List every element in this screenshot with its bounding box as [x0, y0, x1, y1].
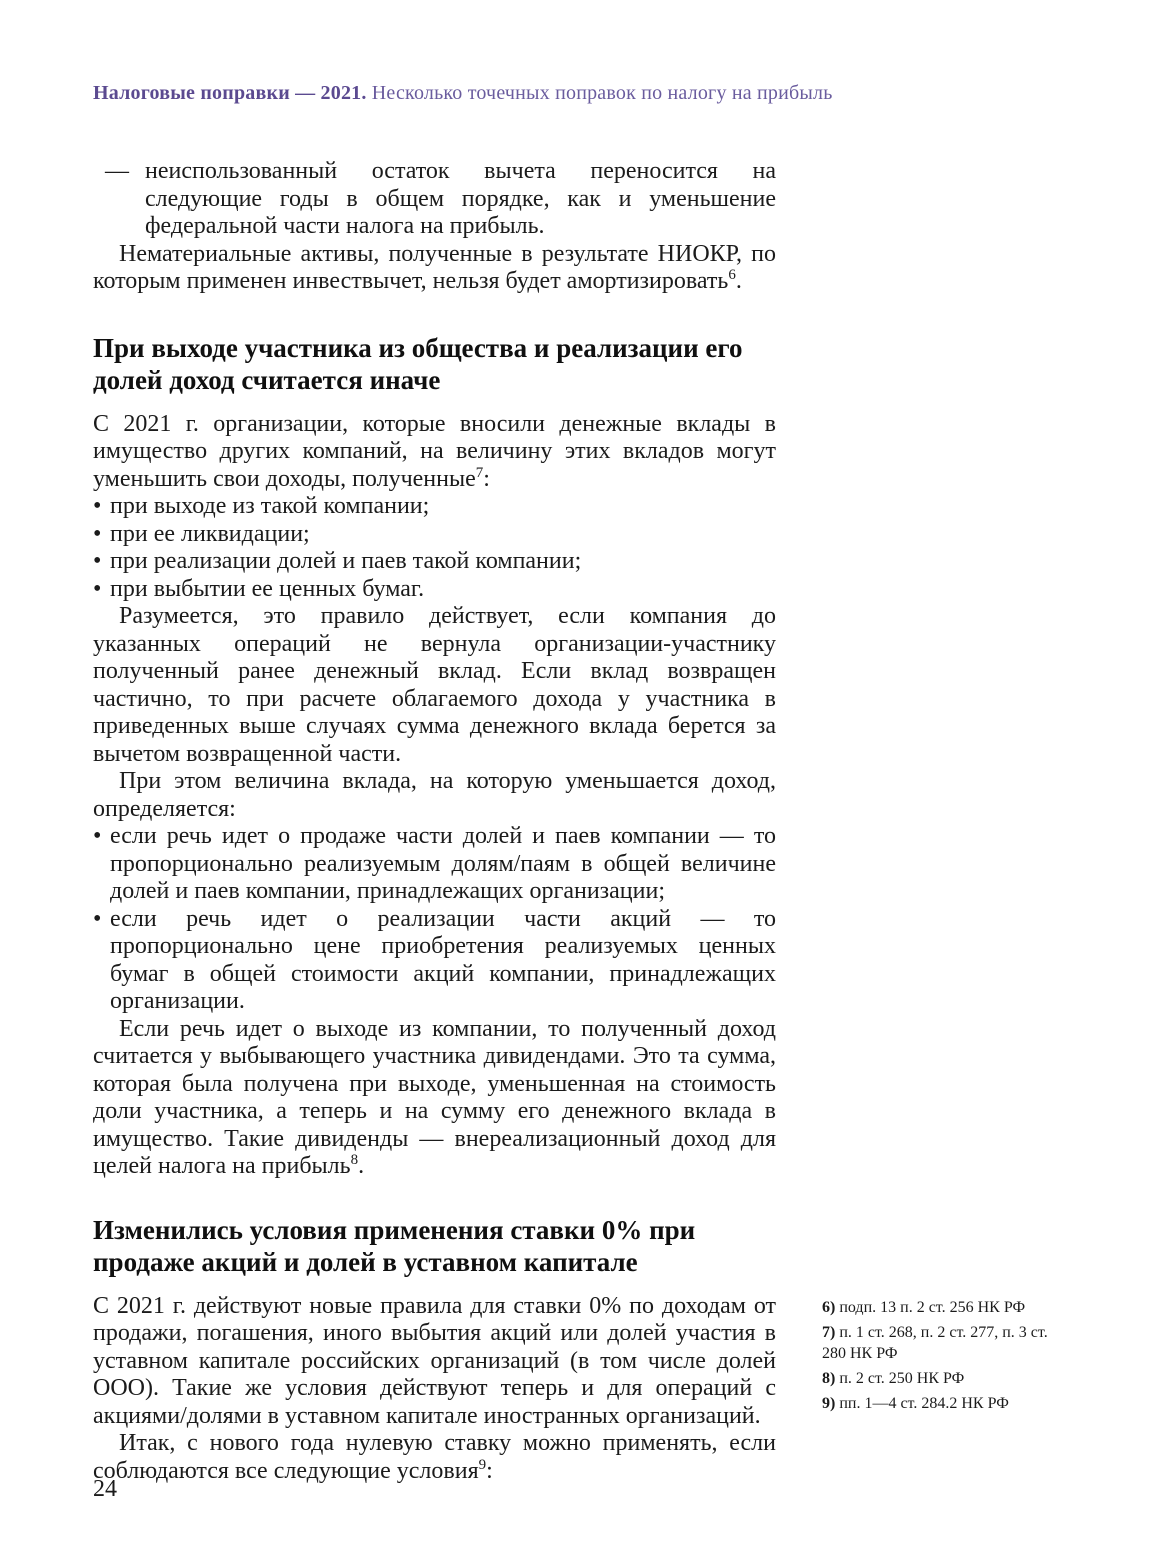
footnote-6-number: 6) [822, 1299, 836, 1316]
bullet-icon: • [93, 493, 102, 519]
section-heading-exit: При выходе участника из общества и реализации его долей доход считается иначе [93, 332, 743, 395]
footnote-8-number: 8) [822, 1370, 836, 1387]
list-item-text: если речь идет о продаже части долей и паев компании — то пропорционально реализуемым долям/паям в общей величине долей и паев компании, принадлежащих организации; [110, 823, 776, 904]
page-number: 24 [93, 1476, 117, 1502]
list-item [93, 906, 776, 1016]
footnote-8-text: п. 2 ст. 250 НК РФ [839, 1370, 965, 1387]
paragraph-value-defined: При этом величина вклада, на которую уменьшается доход, определяется: [93, 768, 776, 822]
footnote-6 [822, 1297, 1054, 1318]
list-item [93, 576, 776, 604]
list-item-text: при выбытии ее ценных бумаг. [110, 575, 425, 602]
paragraph-intangibles-tail: . [735, 268, 742, 294]
bullet-icon: • [93, 905, 102, 932]
paragraph-so-tail: : [486, 1457, 493, 1484]
list-item [93, 823, 776, 906]
footnote-ref-8: 8 [350, 1152, 359, 1168]
paragraph-exit-dividends-tail: . [358, 1153, 365, 1179]
paragraph-so-text: Итак, с нового года нулевую ставку можно применять, если соблюдаются все следующие условия [93, 1430, 776, 1484]
paragraph-deposits [93, 411, 776, 494]
paragraph-intangibles [93, 241, 776, 296]
article-body [93, 158, 776, 1485]
paragraph-exit-dividends-text: Если речь идет о выходе из компании, то полученный доход считается у выбывающего участника дивидендами. Это та сумма, которая была получена при выходе, уменьшенная на стоимость доли участника, а теперь и на сумму его денежного вклада в имущество. Такие дивиденды — внереализационный доход для целей налога на прибыль [93, 1015, 776, 1179]
footnote-ref-9: 9 [478, 1456, 487, 1473]
bullet-icon: • [93, 575, 102, 602]
list-item-text: при реализации долей и паев такой компании; [110, 548, 582, 574]
running-header-subtitle: Несколько точечных поправок по налогу на прибыль [366, 82, 833, 104]
footnote-ref-6: 6 [728, 267, 736, 283]
footnote-7-number: 7) [822, 1324, 836, 1341]
list-item-text: при выходе из такой компании; [110, 493, 430, 519]
footnote-6-text: подп. 13 п. 2 ст. 256 НК РФ [839, 1299, 1026, 1316]
list-item [93, 548, 776, 576]
running-header [93, 80, 1083, 106]
list-item-text: при ее ликвидации; [110, 520, 310, 547]
bullet-icon: • [93, 548, 102, 574]
list-item [93, 493, 776, 521]
list-item [93, 521, 776, 549]
footnote-9-number: 9) [822, 1395, 836, 1412]
paragraph-of-course: Разумеется, это правило действует, если компания до указанных операций не вернула организации-участнику полученный ранее денежный вклад. Если вклад возвращен частично, то при расчете облагаемого дохода у участника в приведенных выше случаях сумма денежного вклада берется за вычетом возвращенной части. [93, 603, 776, 767]
paragraph-zero-rules: С 2021 г. действуют новые правила для ставки 0% по доходам от продажи, погашения, иного выбытия акций или долей участия в уставном капитале российских организаций (в том числе долей ООО). Такие же условия действуют теперь и для операций с акциями/долями в уставном капитале иностранных организаций. [93, 1292, 776, 1429]
dash-list-item-text: неиспользованный остаток вычета переносится на следующие годы в общем порядке, как и уменьшение федеральной части налога на прибыль. [145, 158, 776, 239]
footnote-8 [822, 1368, 1054, 1389]
dash-marker: — [105, 158, 129, 184]
bullet-list-defined [93, 823, 776, 1016]
paragraph-deposits-tail: : [483, 465, 490, 492]
footnote-9-text: пп. 1—4 ст. 284.2 НК РФ [839, 1395, 1009, 1412]
bullet-icon: • [93, 823, 102, 849]
paragraph-intangibles-text: Нематериальные активы, полученные в результате НИОКР, по которым применен инвествычет, нельзя будет амортизировать [93, 240, 776, 294]
paragraph-exit-dividends [93, 1016, 776, 1181]
paragraph-so [93, 1430, 776, 1485]
dash-list-item [93, 158, 776, 241]
paragraph-deposits-text: С 2021 г. организации, которые вносили денежные вклады в имущество других компаний, на величину этих вкладов могут уменьшить свои доходы, полученные [93, 410, 776, 492]
list-item-text: если речь идет о реализации части акций — то пропорционально цене приобретения реализуемых ценных бумаг в общей стоимости акций компании, принадлежащих организации. [110, 905, 776, 1014]
footnote-7 [822, 1322, 1054, 1364]
footnotes-sidebar [822, 1297, 1054, 1418]
bullet-list-received [93, 493, 776, 603]
footnote-9 [822, 1393, 1054, 1414]
running-header-title: Налоговые поправки — 2021. [93, 82, 367, 104]
footnote-ref-7: 7 [475, 464, 484, 481]
section-heading-zero-rate: Изменились условия применения ставки 0% при продаже акций и долей в уставном капитале [93, 1214, 696, 1277]
bullet-icon: • [93, 520, 102, 547]
footnote-7-text: п. 1 ст. 268, п. 2 ст. 277, п. 3 ст. 280 НК РФ [822, 1324, 1048, 1362]
